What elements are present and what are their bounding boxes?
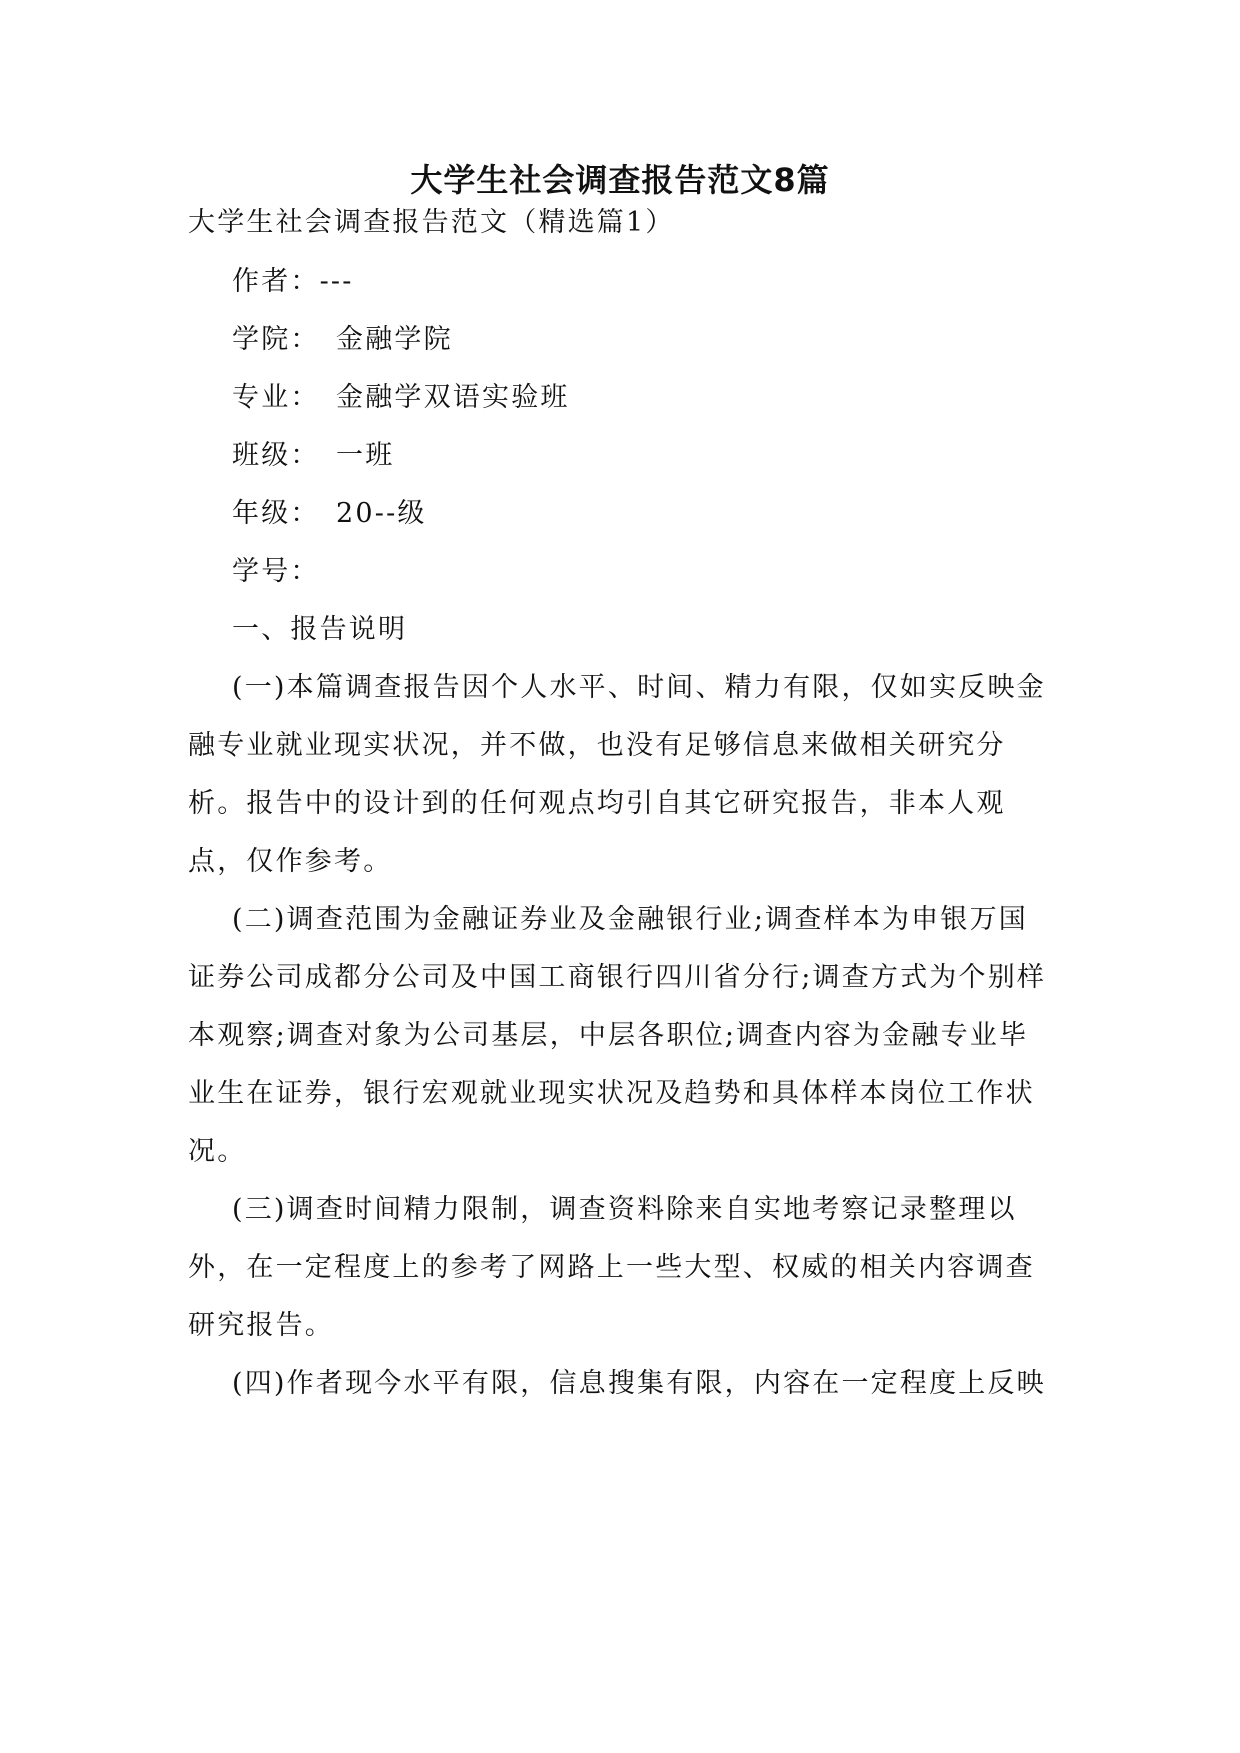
paragraph-line: 证券公司成都分公司及中国工商银行四川省分行;调查方式为个别样	[188, 962, 1047, 993]
info-field-class	[232, 436, 394, 476]
paragraph-line: (四)作者现今水平有限，信息搜集有限，内容在一定程度上反映	[232, 1368, 1046, 1399]
paragraph-line: (二)调查范围为金融证券业及金融银行业;调查样本为申银万国	[232, 904, 1028, 935]
info-value: 一班	[336, 440, 395, 471]
info-value: ---	[319, 266, 354, 297]
info-field-author	[232, 262, 354, 302]
section-heading: 一、报告说明	[232, 614, 408, 645]
paragraph-line: 融专业就业现实状况，并不做，也没有足够信息来做相关研究分	[188, 730, 1006, 761]
paragraph-line: 研究报告。	[188, 1310, 334, 1341]
info-label: 学号：	[232, 556, 320, 587]
info-value: 金融学双语实验班	[336, 382, 570, 413]
document-subtitle: 大学生社会调查报告范文（精选篇1）	[188, 207, 675, 238]
info-field-student-id	[232, 552, 336, 592]
info-value: 20--级	[336, 498, 427, 529]
info-label: 学院：	[232, 324, 320, 355]
paragraph-line: (三)调查时间精力限制，调查资料除来自实地考察记录整理以	[232, 1194, 1017, 1225]
info-label: 班级：	[232, 440, 320, 471]
info-label: 作者：	[232, 266, 320, 297]
info-field-major	[232, 378, 570, 418]
paragraph-line: 点，仅作参考。	[188, 846, 393, 877]
info-field-grade	[232, 494, 427, 534]
info-field-college	[232, 320, 453, 360]
paragraph-line: 析。报告中的设计到的任何观点均引自其它研究报告，非本人观	[188, 788, 1006, 819]
info-label: 专业：	[232, 382, 320, 413]
paragraph-line: 外，在一定程度上的参考了网路上一些大型、权威的相关内容调查	[188, 1252, 1035, 1283]
paragraph-line: 况。	[188, 1136, 247, 1167]
document-title: 大学生社会调查报告范文8篇	[410, 161, 830, 199]
paragraph-line: (一)本篇调查报告因个人水平、时间、精力有限，仅如实反映金	[232, 672, 1046, 703]
paragraph-line: 本观察;调查对象为公司基层，中层各职位;调查内容为金融专业毕	[188, 1020, 1029, 1051]
info-value: 金融学院	[336, 324, 453, 355]
info-label: 年级：	[232, 498, 320, 529]
paragraph-line: 业生在证券，银行宏观就业现实状况及趋势和具体样本岗位工作状	[188, 1078, 1035, 1109]
